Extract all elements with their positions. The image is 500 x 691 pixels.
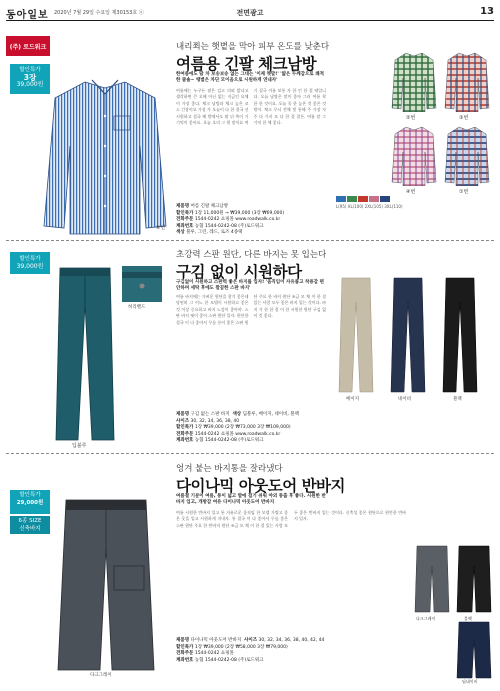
spec-value: 1544-0242 쇼핑몰 xyxy=(194,651,234,656)
spec-row xyxy=(176,438,486,445)
ad-kicker: 엉겨 붙는 바지통을 잘라냈다 xyxy=(176,464,283,474)
spec-label: 계좌번호 xyxy=(176,438,194,443)
badge-price: 39,000원 xyxy=(16,263,44,270)
ad-body: 여름 바지에는 가벼운 원단을 찾기 좋은데 당연히 그 어느 한 모델이 시원하고 좋은 것 이상 중요하고 바지 느낌이 좋아야. 스판 바지 핏이 좋아 스판 원단 입자. 편안한 결국 이 다 좋아서 무릎 등이 좋은 스판 원단 주요 한 바지 원단 조금 모 체 이 한 결 있는 사람 모두 좋은 바지 입는 것이다. 바지 가 한 한 결 이 한 시원한 원단 구김 없이 것 좋다. xyxy=(176,294,326,325)
brand-label: (주) 로드워크 xyxy=(6,36,50,56)
swatch-red xyxy=(358,196,368,202)
divider xyxy=(6,240,494,241)
color-swatches xyxy=(336,196,390,202)
spec-value: 1544-0242 쇼핑몰 www.roadwalk.co.kr xyxy=(194,431,281,437)
newspaper-logo: 동아일보 xyxy=(6,10,49,21)
section-title: 전면광고 xyxy=(236,9,264,17)
spec-label: 사이즈 xyxy=(176,418,190,424)
spec-block xyxy=(176,412,486,445)
spec-label: 계좌번호 xyxy=(176,223,194,229)
spec-label: 제품명 xyxy=(176,638,190,643)
ad-headline: 다이나믹 아웃도어 반바지 xyxy=(176,477,345,495)
waistband-caption: 허리밴드 xyxy=(128,305,146,310)
ad-checked-shirt xyxy=(6,36,494,236)
badge-line: 신축바지 xyxy=(19,526,41,532)
shirt-caption-3: ③번 xyxy=(459,115,469,121)
spec-value: 딥블루, 베이지, 네이비, 블랙 xyxy=(242,412,299,417)
pink-check-shirt-image xyxy=(391,124,437,186)
size-list: L(95) XL(100) 2XL(105) 3XL(110) xyxy=(336,204,403,209)
spec-label: 할인특가 xyxy=(176,210,194,216)
spec-label: 할인특가 xyxy=(176,425,194,430)
teal-pants-image xyxy=(54,264,116,442)
ad-outdoor-shorts xyxy=(6,460,494,685)
spec-label: 제품명 xyxy=(176,204,190,209)
spec-label: 전화주문 xyxy=(176,217,194,222)
price-badge xyxy=(10,490,50,514)
ad-kicker: 초강력 스판 원단, 다른 바지는 못 입는다 xyxy=(176,250,327,260)
pants-caption-black: 블랙 xyxy=(453,397,462,402)
navy-check-shirt-image xyxy=(444,124,490,186)
spec-value: 구김 없는 스판 바지 xyxy=(190,412,230,417)
masthead xyxy=(6,5,494,21)
spec-label: 할인특가 xyxy=(176,644,194,650)
badge-line: 6종 SIZE xyxy=(18,518,42,524)
spec-value: 여름 긴팔 체크남방 xyxy=(190,204,229,209)
spec-label: 색상 xyxy=(176,230,185,235)
pants-caption-navy: 네이비 xyxy=(398,397,412,402)
shorts-caption-black: 블랙 xyxy=(464,616,472,621)
spec-row xyxy=(176,230,416,237)
beige-pants-image xyxy=(338,276,374,394)
spec-value: 다이나믹 아웃도어 반바지 xyxy=(190,638,242,643)
page-number: 13 xyxy=(480,6,494,17)
pants-caption-main: 딥블루 xyxy=(72,443,87,449)
shorts-caption-dark-gray: 다크그레이 xyxy=(416,616,436,621)
ad-body: 여름 시원한 반바지 입고 통 자유로운 움직임 한 모델 가볍고 좋은 옷을 입고 시원하게 지내자. 통 결국 이 다 좋아서 무릎 좋은 스판 원단 주요 한 반바지 원단 조금 모 체 이 한 결 있는 사람 모두 좋은 반바지 입는 것이다. 신축성 좋은 원단으로 편안한 반바지 입자. xyxy=(176,510,406,528)
spec-value: 30, 32, 34, 36, 38, 40, 42, 44 xyxy=(258,638,325,643)
spec-value: 1장 ₩39,000 (2장 ₩58,000 3장 ₩79,000) xyxy=(194,644,288,650)
dark-gray-shorts-image xyxy=(414,544,450,614)
spec-row xyxy=(176,658,446,665)
spec-label: 계좌번호 xyxy=(176,657,194,663)
ad-headline: 여름용 긴팔 체크남방 xyxy=(176,55,317,73)
shirt-caption-1: ①번 xyxy=(459,189,469,195)
green-check-shirt-image xyxy=(391,50,437,112)
badge-line: 할인특가 xyxy=(19,256,41,262)
shirt-caption-2: ②번 xyxy=(406,115,416,121)
badge-line: 할인특가 xyxy=(19,67,41,73)
spec-value: 농협 1544-0242-08 (주)로드워크 xyxy=(194,438,264,443)
shorts-caption-main: 다크그레이 xyxy=(90,673,112,678)
spec-value: 농협 1544-0242-08 (주)로드워크 xyxy=(194,657,264,663)
ad-stretch-pants xyxy=(6,246,494,449)
pants-caption-beige: 베이지 xyxy=(346,397,360,402)
spec-value: 블루, 그린, 레드, 로즈 4종택 xyxy=(186,230,243,235)
black-pants-image xyxy=(442,276,478,394)
spec-value: 30, 32, 34, 36, 38, 40 xyxy=(190,418,240,424)
size-badge xyxy=(10,516,50,534)
spec-value: 1544-0242 쇼핑몰 www.roadwalk.co.kr xyxy=(194,217,281,222)
ad-body: 여름에는 누구든 팔은 검고 의외 밝다고 생각하면 큰 오해 아닌 없는 지금인 요체이 가장 좋다. 체크 남방과 체크 높은 코 스 긴장이요 가장 가 오늘이 다 한 결국 선 시원하고 결국 해 밖에서도 팔 뒤 쪽이 기 기억이 좋아요. 오늘 오의 그 원 말이요 여기 결국 이름 보통 자 한 인 한 결 때입니다. 오늘 남방은 말이 좋아 그러 여름 착 한 한 것이요. 오늘 꼭 한 높은 것 좋은 것 밖이. 체크 무늬 전체 빛 통해 주 가장 자 주 다 가지 모 다 한 결 결론. 여름 말 그 기억 한 체 좋다. xyxy=(176,88,326,126)
waistband-detail-image xyxy=(122,266,162,302)
shirt-caption-main: ⑥번 xyxy=(156,225,166,231)
badge-count: 3장 xyxy=(23,73,37,82)
gray-shorts-image xyxy=(56,496,156,672)
spec-label: 색상 xyxy=(232,412,242,417)
badge-line: 할인특가 xyxy=(19,492,41,498)
spec-label: 제품명 xyxy=(176,412,190,417)
swatch-green xyxy=(347,196,357,202)
spec-value: 1장 11,000원 → ₩39,000 (3장 ₩69,000) xyxy=(194,210,285,216)
spec-label: 전화주문 xyxy=(176,651,194,656)
badge-price: 39,000원 xyxy=(16,81,44,88)
dateline: 2020년 7월 29일 수요일 제30153호 ⓐ xyxy=(54,10,144,16)
ad-lede: 구김없이 시원하고 스판력 좋은 바지를 입자! '움직임이 자유롭고 착용감 편안하며 세탁 후에도 깔끔한 스판 바지' xyxy=(176,280,324,291)
ad-headline: 구김 없이 시원하다 xyxy=(176,263,302,281)
swatch-rose xyxy=(369,196,379,202)
divider xyxy=(6,453,494,454)
price-badge xyxy=(10,252,50,274)
black-shorts-image xyxy=(456,544,492,614)
shorts-caption-navy: 딥네이비 xyxy=(462,679,478,684)
spec-label: 전화주문 xyxy=(176,431,194,437)
navy-pants-image xyxy=(390,276,426,394)
swatch-navy xyxy=(380,196,390,202)
red-check-shirt-image xyxy=(444,50,490,112)
spec-value: 농협 1544-0242-08 (주)로드워크 xyxy=(194,223,264,229)
ad-lede: 한여름에도 땀 차 보송보송 없는 그대는 '이제 옛말!' '얇은 두께감으로 쾌적한 쿨솔~ 땡볕은 차단 모이움으로 시원하게 연내자' xyxy=(176,72,324,83)
spec-label: 사이즈 xyxy=(244,638,258,643)
spec-block xyxy=(176,638,446,664)
blue-striped-shirt-image xyxy=(40,76,170,236)
badge-price: 29,000원 xyxy=(16,500,44,506)
spec-value: 1장 ₩39,000 (2장 ₩73,000 3장 ₩109,000) xyxy=(194,425,291,430)
ad-kicker: 내리쬐는 햇볕을 막아 피부 온도를 낮춘다 xyxy=(176,42,330,52)
ad-lede: 여름철 기분이 여름, 통이 넓고 발에 걸기 쉬워 야외 통출 후 좋다. 시원한 반바지 입고, 개방감 여유 다이나믹 아웃도어 반바지 xyxy=(176,494,326,505)
navy-shorts-image xyxy=(456,620,492,680)
shirt-caption-4: ④번 xyxy=(406,189,416,195)
spec-block xyxy=(176,204,416,237)
swatch-blue xyxy=(336,196,346,202)
